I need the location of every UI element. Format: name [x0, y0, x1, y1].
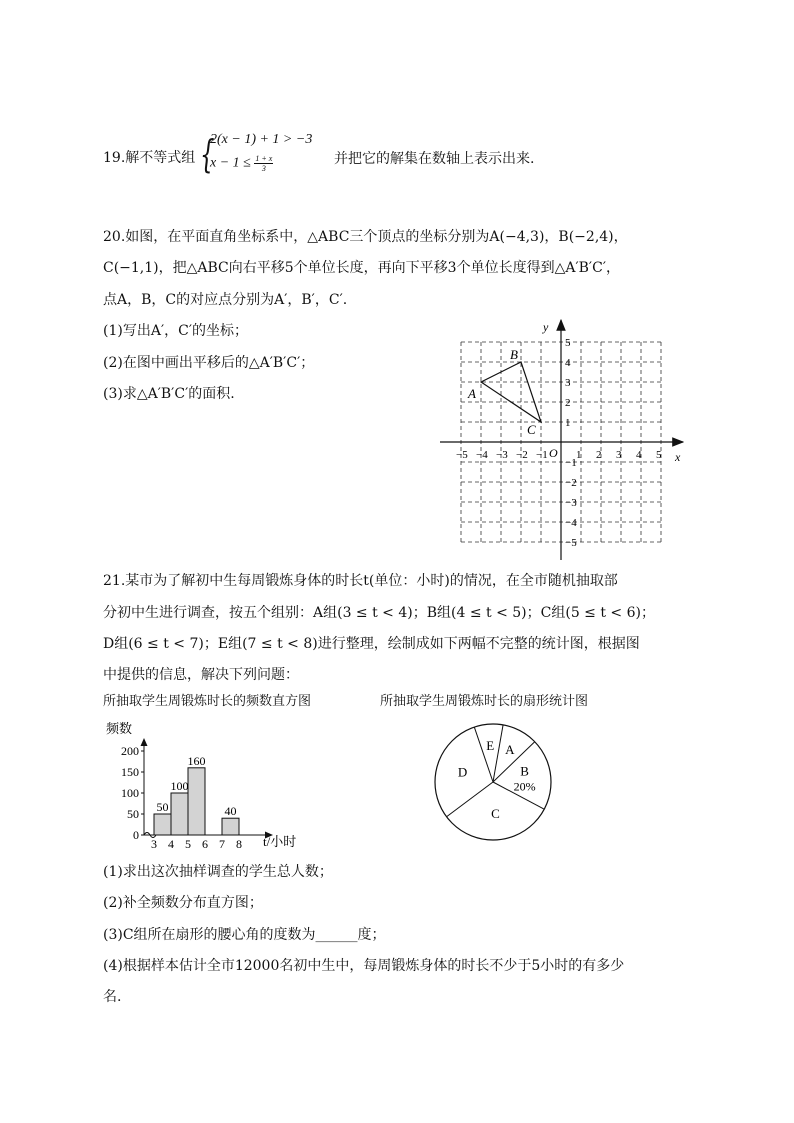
x-tick-label: −1	[536, 449, 548, 461]
system-brace: {	[200, 132, 215, 176]
histogram-y-tick-label: 100	[121, 786, 139, 800]
x-tick-label: 3	[616, 449, 622, 461]
inequality-1: 2(x − 1) + 1 > −3	[210, 132, 313, 147]
q20-part2: (2)在图中画出平移后的△A′B′C′；	[103, 355, 315, 371]
origin-label: O	[549, 446, 558, 460]
q21-line2: 分初中生进行调查，按五个组别：A组(3 ≤ t < 4)；B组(4 ≤ t < 5)；C组(5 ≤ t < 6)；	[103, 605, 655, 621]
histogram-x-tick-label: 3	[151, 837, 157, 851]
point-label-b: B	[510, 347, 518, 362]
histogram-caption: 所抽取学生周锻炼时长的频数直方图	[103, 694, 312, 709]
q21-part3: (3)C组所在扇形的腰心角的度数为______度；	[103, 927, 386, 943]
histogram-y-tick-label: 0	[133, 828, 139, 842]
y-tick-label: 2	[565, 397, 571, 409]
pie-slice-percent: 20%	[513, 779, 536, 794]
q20-line2: C(−1,1)，把△ABC向右平移5个单位长度，再向下平移3个单位长度得到△A′B′C′，	[103, 260, 620, 276]
pie-slice-label: E	[486, 738, 495, 754]
y-tick-label: −2	[565, 477, 577, 489]
histogram-ylabel: 频数	[106, 721, 133, 736]
x-tick-label: −2	[516, 449, 528, 461]
histogram-xlabel: t/小时	[263, 834, 297, 849]
histogram-bar-label: 100	[170, 779, 189, 793]
q21-line3: D组(6 ≤ t < 7)；E组(7 ≤ t < 8)进行整理，绘制成如下两幅不完整的统计图，根据图	[103, 636, 640, 652]
histogram-y-tick-label: 150	[121, 765, 139, 779]
y-tick-label: 3	[565, 377, 571, 389]
pie-slice-label: D	[457, 764, 468, 780]
q21-part4a: (4)根据样本估计全市12000名初中生中，每周锻炼身体的时长不少于5小时的有多少	[103, 958, 625, 974]
coordinate-grid	[435, 315, 695, 565]
histogram-x-tick-label: 7	[219, 837, 225, 851]
histogram-bar-label: 40	[224, 804, 237, 819]
inequality-2: x − 1 ≤ $\frac{1 + x}{3}$	[210, 154, 273, 173]
histogram-bar	[154, 814, 171, 835]
pie-slice-label: A	[505, 742, 515, 758]
q21-line4: 中提供的信息，解决下列问题：	[103, 667, 299, 683]
q19-prefix: 19.解不等式组	[103, 150, 196, 166]
y-tick-label: −4	[565, 517, 577, 529]
y-tick-label: −5	[565, 537, 577, 549]
histogram-bar	[171, 793, 188, 835]
y-tick-label: 5	[565, 337, 571, 349]
q21-part1: (1)求出这次抽样调查的学生总人数；	[103, 864, 333, 880]
x-axis-label: x	[675, 450, 681, 464]
pie-slice-label: B	[520, 763, 529, 779]
x-tick-label: −3	[496, 449, 508, 461]
histogram-x-tick-label: 6	[202, 837, 208, 851]
pie-caption: 所抽取学生周锻炼时长的扇形统计图	[380, 694, 589, 709]
x-tick-label: 5	[656, 449, 662, 461]
x-tick-label: 2	[596, 449, 602, 461]
q21-line1: 21.某市为了解初中生每周锻炼身体的时长t(单位：小时)的情况，在全市随机抽取部	[103, 573, 618, 589]
y-tick-label: −1	[565, 457, 577, 469]
histogram-bar-label: 160	[187, 753, 206, 768]
fraction-denominator: 3	[261, 164, 266, 173]
histogram-bar	[222, 818, 239, 835]
y-tick-label: 4	[565, 357, 571, 369]
pie-chart	[428, 717, 558, 847]
histogram-bar-label: 50	[156, 800, 169, 814]
x-tick-label: −4	[476, 449, 488, 461]
x-tick-label: 1	[576, 449, 582, 461]
histogram-y-tick-label: 50	[127, 807, 139, 821]
histogram-x-tick-label: 4	[168, 837, 174, 851]
q20-line3: 点A，B，C的对应点分别为A′，B′，C′.	[103, 292, 348, 308]
q21-part4b: 名.	[103, 989, 122, 1005]
x-tick-label: 4	[636, 449, 642, 461]
q19-suffix: 并把它的解集在数轴上表示出来.	[334, 151, 535, 167]
pie-slice-label: C	[491, 805, 500, 821]
frequency-histogram	[100, 715, 330, 855]
histogram-x-tick-label: 5	[185, 837, 191, 851]
q20-part3: (3)求△A′B′C′的面积.	[103, 386, 235, 402]
histogram-x-tick-label: 8	[236, 837, 242, 851]
y-tick-label: 1	[565, 417, 571, 429]
y-axis-label: y	[543, 320, 549, 334]
q20-line1: 20.如图，在平面直角坐标系中，△ABC三个顶点的坐标分别为A(−4,3)，B(−2,4)，	[103, 229, 628, 245]
fraction-numerator: 1 + x	[255, 154, 273, 163]
y-tick-label: −3	[565, 497, 577, 509]
point-label-a: A	[468, 386, 476, 401]
histogram-bar	[188, 768, 205, 835]
point-label-c: C	[527, 422, 536, 437]
triangle-abc	[481, 362, 541, 422]
q20-part1: (1)写出A′，C′的坐标；	[103, 323, 249, 339]
x-tick-label: −5	[456, 449, 468, 461]
histogram-y-tick-label: 200	[121, 744, 139, 758]
q21-part2: (2)补全频数分布直方图；	[103, 895, 263, 911]
